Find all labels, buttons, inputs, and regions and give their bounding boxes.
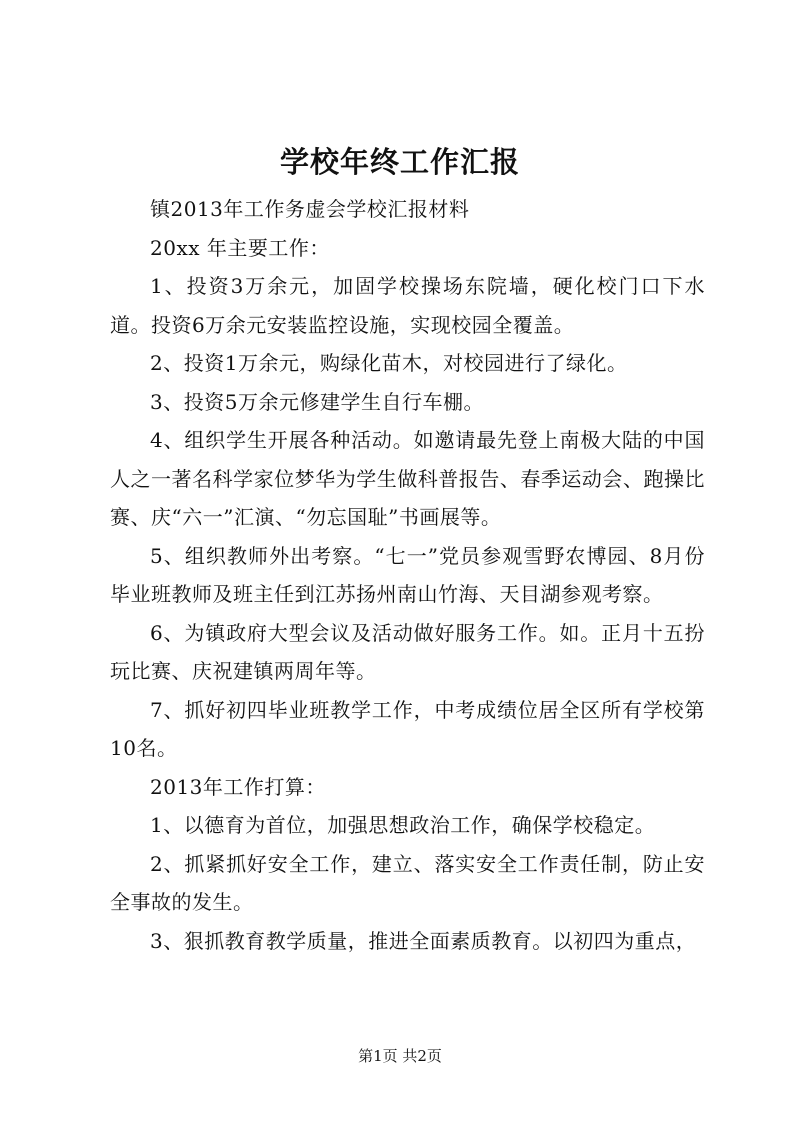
paragraph-plan-1: 1、以德育为首位，加强思想政治工作，确保学校稳定。 <box>150 813 656 837</box>
paragraph-item-1: 1、投资3万余元，加固学校操场东院墙，硬化校门口下水道。投资6万余元安装监控设施，实现校园全覆盖。 <box>110 274 705 337</box>
paragraph-plan-2: 2、抓紧抓好安全工作，建立、落实安全工作责任制，防止安全事故的发生。 <box>110 851 705 914</box>
paragraph-item-7: 7、抓好初四毕业班教学工作，中考成绩位居全区所有学校第10名。 <box>110 697 705 760</box>
paragraph-section-heading-main-work: 20xx 年主要工作： <box>150 235 330 260</box>
paragraph-item-6: 6、为镇政府大型会议及活动做好服务工作。如。正月十五扮玩比赛、庆祝建镇两周年等。 <box>110 620 705 683</box>
paragraph-item-3: 3、投资5万余元修建学生自行车棚。 <box>150 389 484 414</box>
paragraph-item-5: 5、组织教师外出考察。“七一”党员参观雪野农博园、8月份毕业班教师及班主任到江苏扬州南山竹海、天目湖参观考察。 <box>110 543 705 606</box>
page-footer: 第1页 共2页 <box>358 1047 442 1065</box>
paragraph-section-heading-plan: 2013年工作打算： <box>150 774 326 799</box>
paragraph-subtitle: 镇2013年工作务虚会学校汇报材料 <box>150 197 470 221</box>
paragraph-plan-3: 3、狠抓教育教学质量，推进全面素质教育。以初四为重点， <box>150 928 697 953</box>
document-body <box>110 190 705 960</box>
paragraph-item-4: 4、组织学生开展各种活动。如邀请最先登上南极大陆的中国人之一著名科学家位梦华为学生做科普报告、春季运动会、跑操比赛、庆“六一”汇演、“勿忘国耻”书画展等。 <box>110 428 705 529</box>
document-title: 学校年终工作汇报 <box>279 145 520 179</box>
paragraph-item-2: 2、投资1万余元，购绿化苗木，对校园进行了绿化。 <box>150 351 628 375</box>
